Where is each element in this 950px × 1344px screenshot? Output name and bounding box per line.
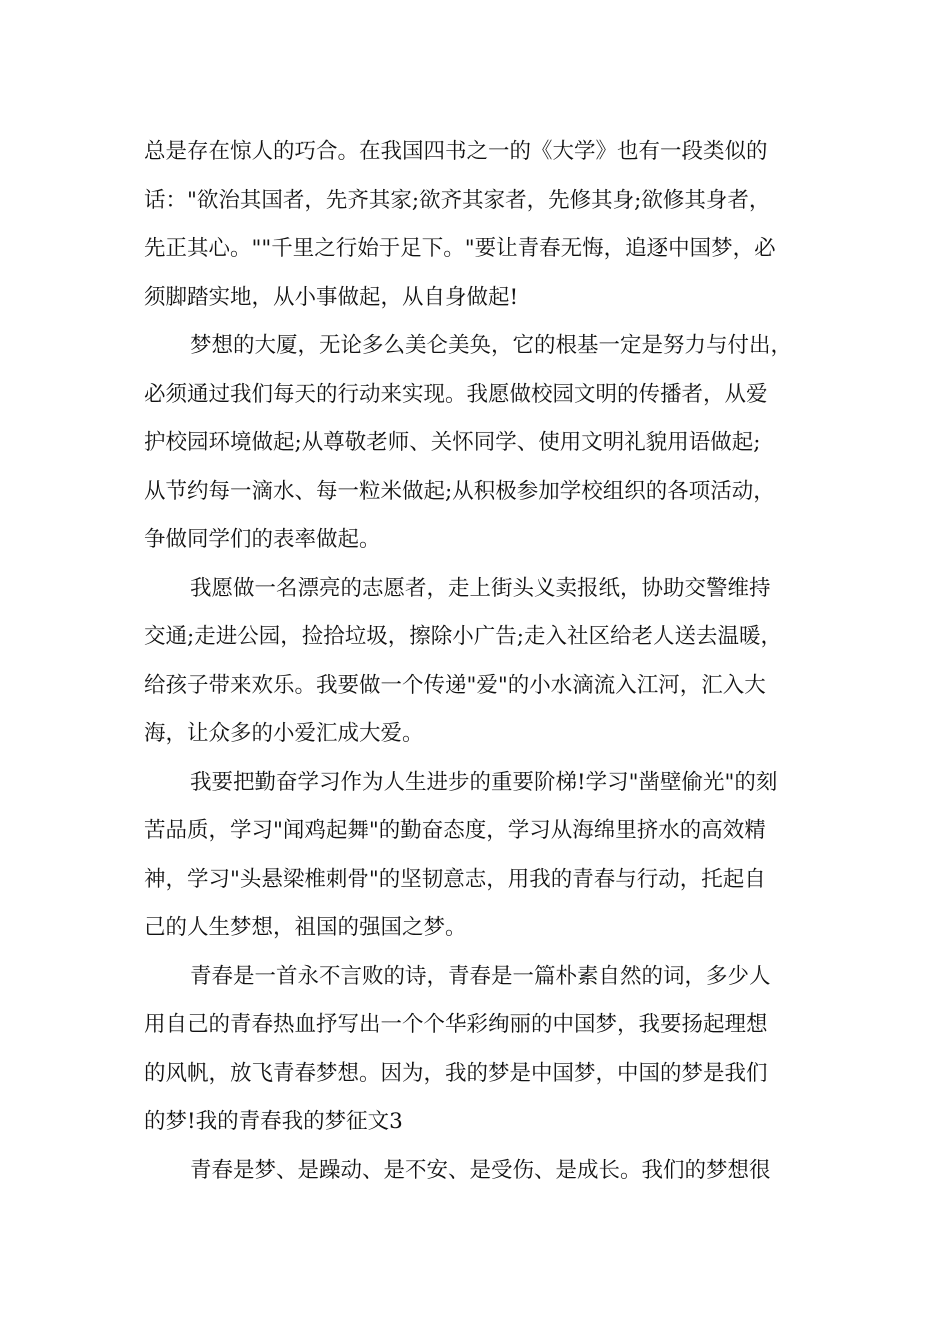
text-line: 护校园环境做起;从尊敬老师、关怀同学、使用文明礼貌用语做起; [144,430,761,455]
text-line: 总是存在惊人的巧合。在我国四书之一的《大学》也有一段类似的 [144,139,768,164]
text-line: 我愿做一名漂亮的志愿者，走上街头义卖报纸，协助交警维持 [190,575,771,601]
text-line: 我要把勤奋学习作为人生进步的重要阶梯!学习"凿壁偷光"的刻 [190,769,778,795]
text-line: 先正其心。""千里之行始于足下。"要让青春无悔，追逐中国梦，必 [144,236,776,261]
paragraph-6 [144,1147,814,1196]
text-line: 用自己的青春热血抒写出一个个华彩绚丽的中国梦，我要扬起理想 [144,1012,768,1037]
paragraph-1 [144,128,814,322]
text-line: 争做同学们的表率做起。 [144,527,381,552]
text-line: 青春是一首永不言败的诗，青春是一篇朴素自然的词，多少人 [190,963,771,989]
paragraph-2 [144,322,814,565]
text-line: 给孩子带来欢乐。我要做一个传递"爱"的小水滴流入江河，汇入大 [144,672,766,698]
paragraph-3 [144,565,814,759]
paragraph-5 [144,953,814,1147]
text-line: 海，让众多的小爱汇成大爱。 [144,721,424,746]
text-line: 梦想的大厦，无论多么美仑美奂，它的根基一定是努力与付出， [190,333,793,358]
text-line: 从节约每一滴水、每一粒米做起;从积极参加学校组织的各项活动， [144,478,775,504]
text-line: 苦品质，学习"闻鸡起舞"的勤奋态度，学习从海绵里挤水的高效精 [144,818,766,843]
text-line: 交通;走进公园，捡拾垃圾，擦除小广告;走入社区给老人送去温暖， [144,624,782,649]
text-line: 须脚踏实地，从小事做起，从自身做起! [144,284,519,310]
paragraph-4 [144,759,814,953]
document-body [144,128,814,1195]
text-line: 的风帆，放飞青春梦想。因为，我的梦是中国梦，中国的梦是我们 [144,1060,768,1086]
text-line: 话："欲治其国者，先齐其家;欲齐其家者，先修其身;欲修其身者， [144,187,771,213]
text-line: 的梦!我的青春我的梦征文3 [144,1109,403,1134]
text-line: 己的人生梦想，祖国的强国之梦。 [144,915,467,940]
text-line: 神，学习"头悬梁椎刺骨"的坚韧意志，用我的青春与行动，托起自 [144,866,766,892]
text-line: 青春是梦、是躁动、是不安、是受伤、是成长。我们的梦想很 [190,1157,771,1183]
text-line: 必须通过我们每天的行动来实现。我愿做校园文明的传播者，从爱 [144,381,768,407]
